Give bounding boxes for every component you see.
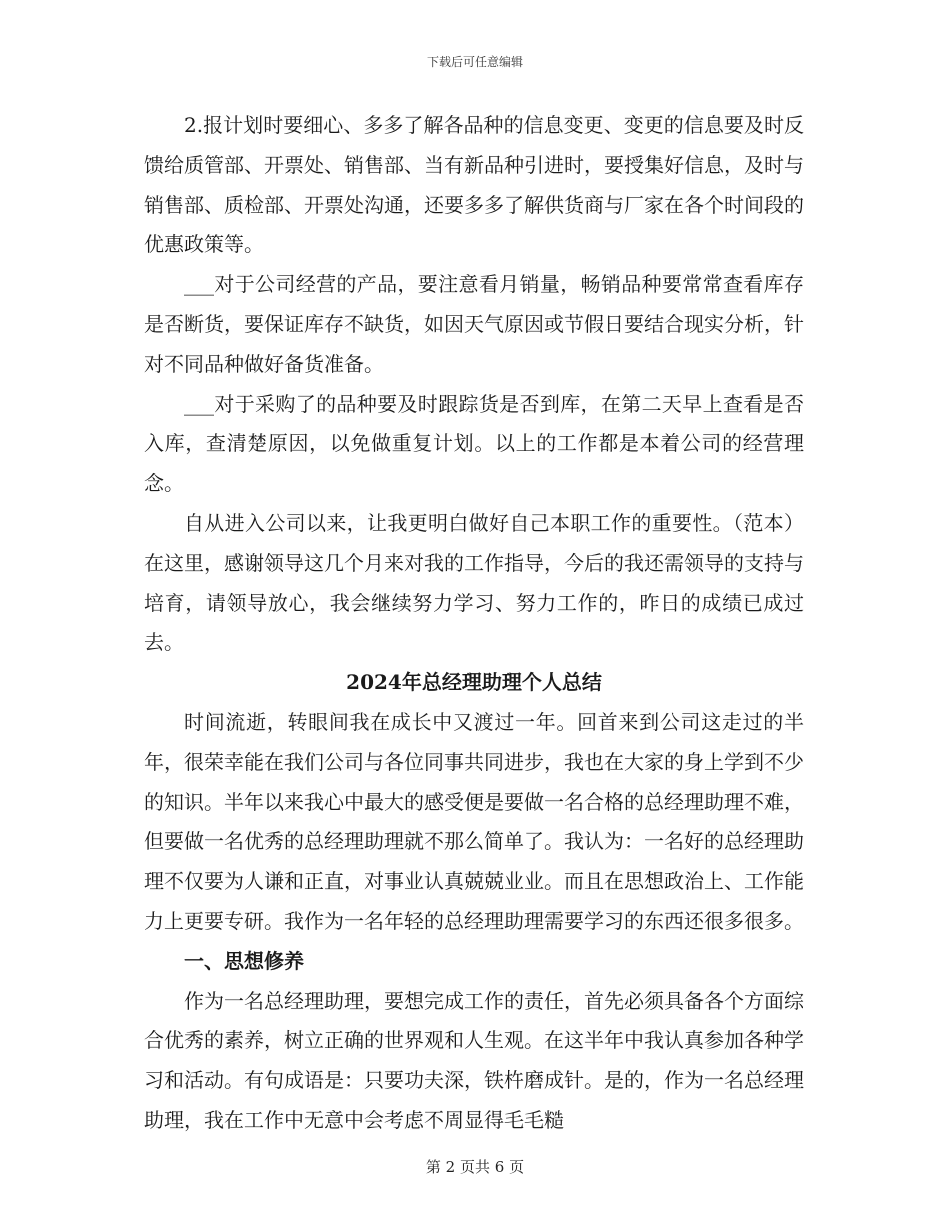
- paragraph-tracking: ___对于采购了的品种要及时跟踪货是否到库，在第二天早上查看是否入库，查清楚原因，以免做重复计划。以上的工作都是本着公司的经营理念。: [144, 391, 804, 496]
- page-header: 下载后可任意编辑: [426, 55, 523, 69]
- paragraph-thanks: 自从进入公司以来，让我更明白做好自己本职工作的重要性。（范本）在这里，感谢领导这几个月来对我的工作指导，今后的我还需领导的支持与培育，请领导放心，我会继续努力学习、努力工作的，昨日的成绩已成过去。: [144, 510, 804, 655]
- document-title: 2024年总经理助理个人总结: [346, 670, 602, 695]
- paragraph-section: 作为一名总经理助理，要想完成工作的责任，首先必须具备各个方面综合优秀的素养，树立正确的世界观和人生观。在这半年中我认真参加各种学习和活动。有句成语是：只要功夫深，铁杵磨成针。是的，作为一名总经理助理，我在工作中无意中会考虑不周显得毛毛糙: [144, 988, 804, 1132]
- section-heading: 一、思想修养: [184, 948, 304, 973]
- page-number: 第 2 页共 6 页: [425, 1158, 525, 1176]
- paragraph-inventory: ___对于公司经营的产品，要注意看月销量，畅销品种要常常查看库存是否断货，要保证库存不缺货，如因天气原因或节假日要结合现实分析，针对不同品种做好备货准备。: [144, 272, 804, 376]
- document-body: [144, 106, 804, 1141]
- paragraph-plan-report: 2.报计划时要细心、多多了解各品种的信息变更、变更的信息要及时反馈给质管部、开票处、销售部、当有新品种引进时，要授集好信息，及时与销售部、质检部、开票处沟通，还要多多了解供货商与厂家在各个时间段的优惠政策等。: [144, 113, 804, 257]
- paragraph-intro: 时间流逝，转眼间我在成长中又渡过一年。回首来到公司这走过的半年，很荣幸能在我们公司与各位同事共同进步，我也在大家的身上学到不少的知识。半年以来我心中最大的感受便是要做一名合格的总经理助理不难，但要做一名优秀的总经理助理就不那么简单了。我认为：一名好的总经理助理不仅要为人谦和正直，对事业认真兢兢业业。而且在思想政治上、工作能力上更要专研。我作为一名年轻的总经理助理需要学习的东西还很多很多。: [144, 709, 804, 933]
